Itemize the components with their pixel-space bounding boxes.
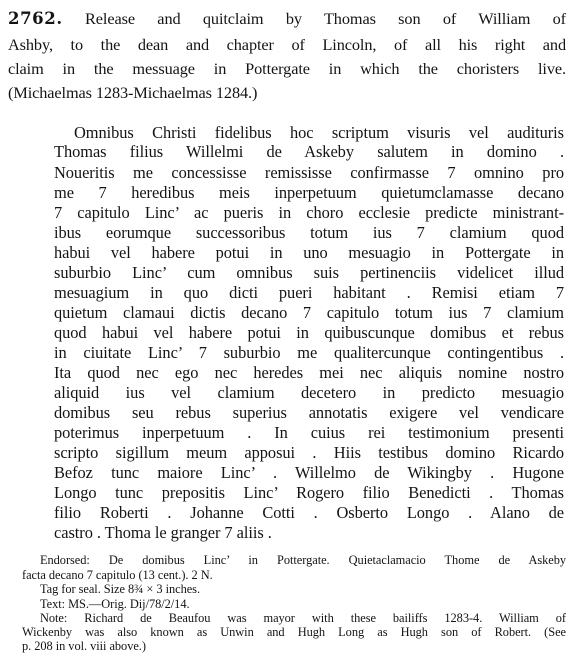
charter-line: castro . Thoma le granger 7 aliis . [54,523,272,542]
charter-line: Thomas filius Willelmi de Askeby salutem in domino . [54,142,564,161]
charter-line: quod habui vel habere potui in quibuscunque domibus et rebus [54,323,564,342]
charter-line: quietum clamaui dictis decano 7 capitulo totum ius 7 clamium [54,303,564,322]
note-line-1: Note: Richard de Beaufou was mayor with these bailiffs 1283-4. William of [40,611,566,625]
charter-line: in ciuitate Linc’ 7 suburbio me qualitercunque contingentibus . [54,343,564,362]
text-source-note: Text: MS.—Orig. Dij/78/2/14. [40,597,190,611]
charter-line: filio Roberti . Johanne Cotti . Osberto Longo . Alano de [54,503,564,522]
heading-line-4: (Michaelmas 1283-Michaelmas 1284.) [8,83,258,102]
entry-number: 2762. [8,9,63,28]
charter-line: Longo tunc prepositis Linc’ Rogero filio Benedicti . Thomas [54,483,564,502]
charter-line: me 7 heredibus meis inperpetuum quietumclamasse decano [54,183,564,202]
seal-note: Tag for seal. Size 8¾ × 3 inches. [40,582,200,596]
charter-line: Ita quod nec ego nec heredes mei nec aliquis nomine nostro [54,363,564,382]
note-line-3: p. 208 in vol. viii above.) [22,639,146,653]
charter-line: poterimus inperpetuum . In cuius rei testimonium presenti [54,423,564,442]
charter-line: habui vel habere potui in uno mesuagio in Pottergate in [54,243,564,262]
charter-line: Noueritis me concessisse remississe confirmasse 7 omnino pro [54,163,564,182]
charter-line: domibus seu rebus superius annotatis exigere vel vendicare [54,403,564,422]
charter-line: ibus eorumque successoribus totum ius 7 clamium quod [54,223,564,242]
heading-line-1 [8,9,566,29]
charter-line: Omnibus Christi fidelibus hoc scriptum visuris vel audituris [74,123,564,142]
endorsed-note-line-2: facta decano 7 capitulo (13 cent.). 2 N. [22,568,213,582]
charter-line: mesuagium in quo dicti pueri habitant . Remisi etiam 7 [54,283,564,302]
charter-line: 7 capitulo Linc’ ac pueris in choro ecclesie predicte ministrant- [54,203,564,222]
heading-line-2: Ashby, to the dean and chapter of Lincoln, of all his right and [8,35,566,54]
charter-line: suburbio Linc’ cum omnibus suis pertinenciis videlicet illud [54,263,564,282]
heading-line-3: claim in the messuage in Pottergate in which the choristers live. [8,59,566,78]
charter-line: Befoz tunc maiore Linc’ . Willelmo de Wikingby . Hugone [54,463,564,482]
endorsed-note-line-1: Endorsed: De domibus Linc’ in Pottergate. Quietaclamacio Thome de Askeby [40,553,566,567]
charter-line: scripto sigillum meum apposui . Hiis testibus domino Ricardo [54,443,564,462]
note-line-2: Wickenby was also known as Unwin and Hugh Long as Hugh son of Robert. (See [22,625,566,639]
heading-text-1: Release and quitclaim by Thomas son of William of [85,9,566,28]
charter-line: aliquid ius vel clamium decetero in predicto mesuagio [54,383,564,402]
